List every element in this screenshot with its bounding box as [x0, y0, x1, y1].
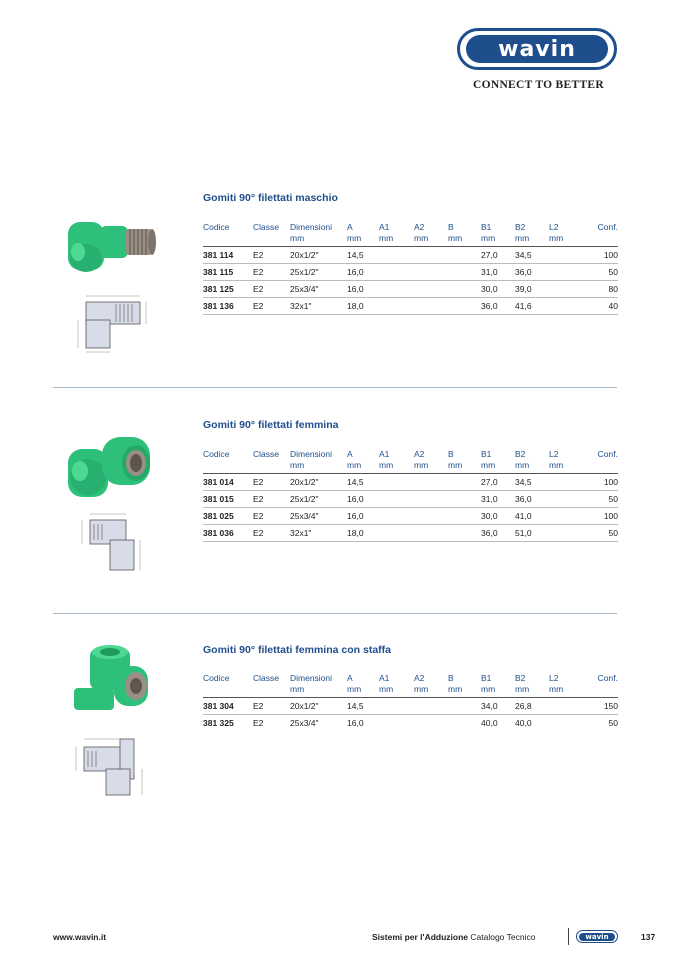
elbow-male-thread-photo: [62, 212, 162, 278]
table-header: [203, 222, 618, 247]
col-a2: A2 mm: [414, 222, 429, 243]
section-title-femmina: Gomiti 90° filettati femmina: [203, 419, 339, 431]
col-b2: B2 mm: [515, 222, 530, 243]
section-divider: [53, 613, 617, 614]
col-l2: L2 mm: [549, 222, 564, 243]
table-header: Codice Classe Dimensioni mm A mm A1 mm A2 mm B mm B1 mm B2 mm L2 mm Conf.: [203, 673, 618, 698]
section-title-maschio: Gomiti 90° filettati maschio: [203, 192, 338, 204]
elbow-female-bracket-drawing: [66, 733, 156, 799]
footer-catalog-title: Sistemi per l'Adduzione Catalogo Tecnico: [372, 932, 536, 942]
table-maschio: [203, 222, 618, 315]
wavin-logo-text: wavin: [466, 35, 608, 63]
table-row: 381 015 E2 25x1/2" 16,0 31,0 36,0 50: [203, 491, 618, 508]
table-row: 381 014 E2 20x1/2" 14,5 27,0 34,5 100: [203, 474, 618, 491]
table-row: 381 125 E2 25x3/4" 16,0 30,0 39,0 80: [203, 281, 618, 298]
wavin-logo: [457, 28, 617, 70]
table-row: 381 325 E2 25x3/4" 16,0 40,0 40,0 50: [203, 718, 618, 728]
table-femmina-staffa: [203, 673, 618, 731]
elbow-male-thread-drawing: [70, 290, 154, 354]
col-classe: Classe: [253, 222, 279, 232]
col-b1: B1 mm: [481, 222, 496, 243]
elbow-female-thread-drawing: [70, 510, 154, 574]
table-row: 381 025 E2 25x3/4" 16,0 30,0 41,0 100: [203, 508, 618, 525]
section-divider: [53, 387, 617, 388]
footer-url[interactable]: www.wavin.it: [53, 932, 107, 942]
elbow-female-bracket-photo: [62, 640, 162, 720]
col-dimensioni: Dimensioni mm: [290, 222, 333, 243]
footer-separator: [568, 928, 569, 945]
col-codice: Codice: [203, 222, 230, 232]
section-title-femmina-staffa: Gomiti 90° filettati femmina con staffa: [203, 644, 391, 656]
col-conf: Conf.: [597, 222, 618, 232]
table-row: 381 114 E2 20x1/2" 14,5 27,0 34,5 100: [203, 247, 618, 264]
elbow-female-thread-photo: [62, 433, 162, 503]
col-a1: A1 mm: [379, 222, 394, 243]
table-row: 381 304 E2 20x1/2" 14,5 34,0 26,8 150: [203, 698, 618, 715]
footer-wavin-logo: wavin: [576, 930, 618, 943]
tagline: CONNECT TO BETTER: [473, 79, 605, 91]
table-row: 381 136 E2 32x1" 18,0 36,0 41,6 40: [203, 298, 618, 315]
table-femmina: [203, 449, 618, 542]
table-header: Codice Classe Dimensioni mm A mm A1 mm A2 mm B mm B1 mm B2 mm L2 mm Conf.: [203, 449, 618, 474]
table-row: 381 036 E2 32x1" 18,0 36,0 51,0 50: [203, 525, 618, 542]
col-a: A mm: [347, 222, 362, 243]
col-b: B mm: [448, 222, 463, 243]
page-number: 137: [641, 932, 656, 942]
table-row: 381 115 E2 25x1/2" 16,0 31,0 36,0 50: [203, 264, 618, 281]
